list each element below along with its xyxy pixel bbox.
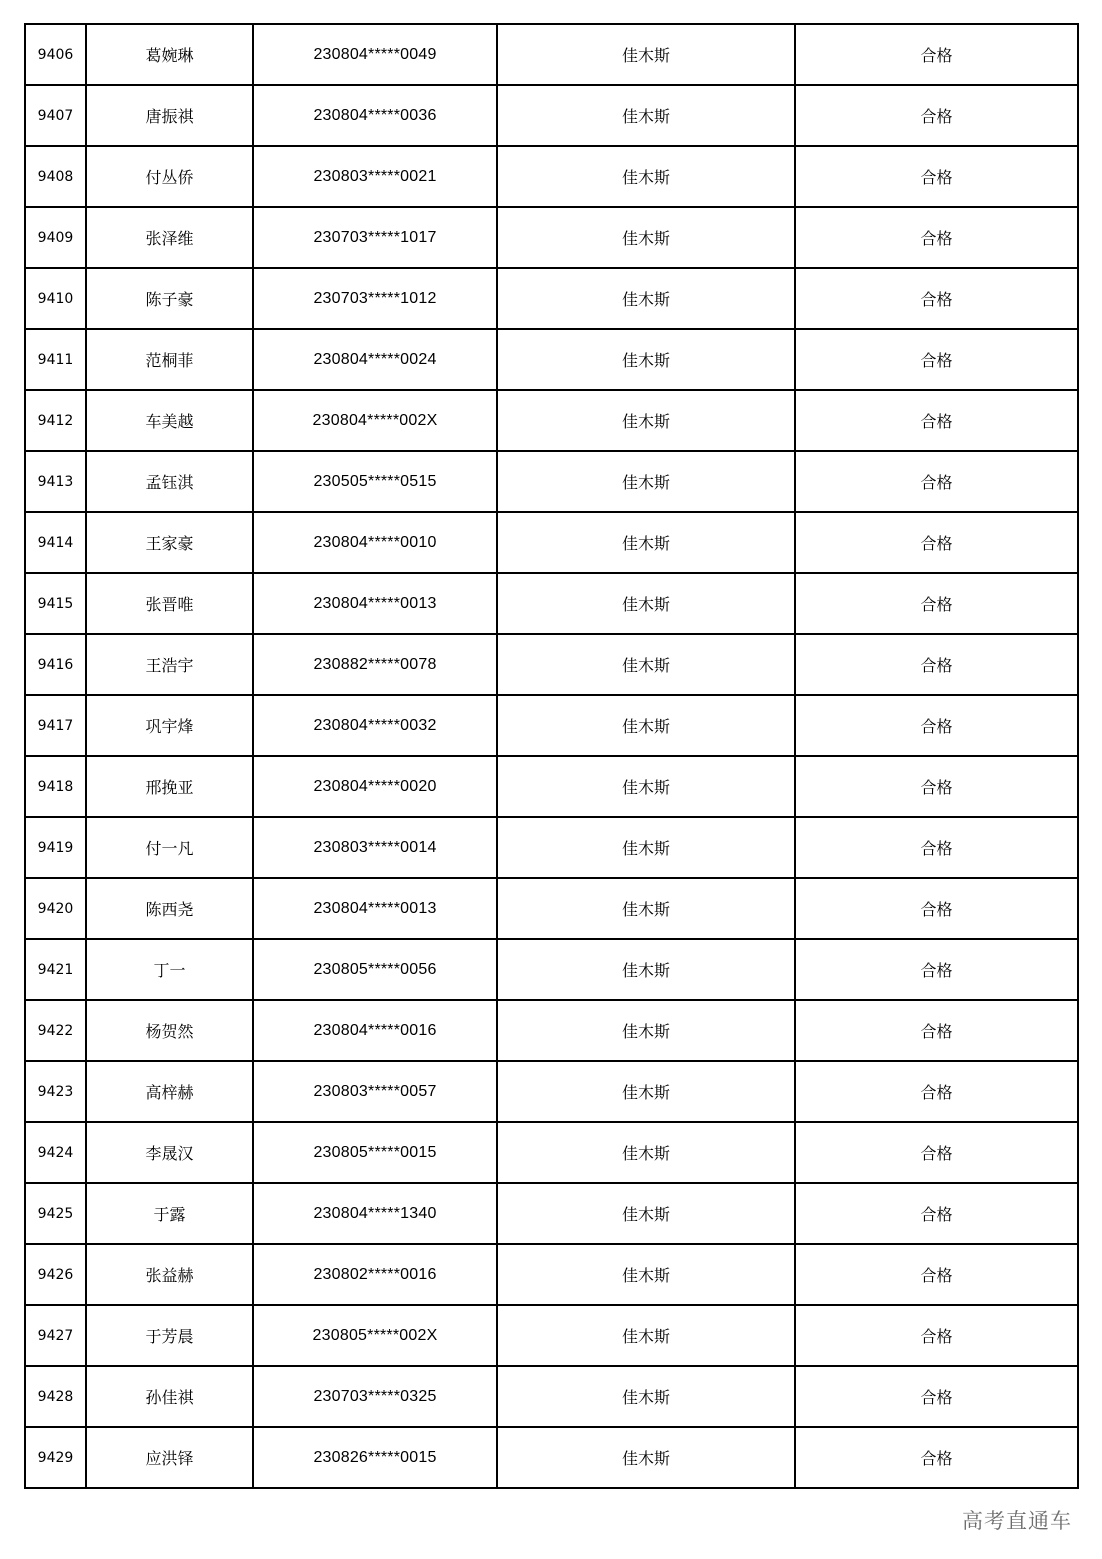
result-cell: 合格: [795, 695, 1078, 756]
record-number-cell: 9413: [25, 451, 86, 512]
id-number-cell: 230505*****0515: [253, 451, 497, 512]
table-row: [25, 634, 1078, 695]
record-number-cell: 9426: [25, 1244, 86, 1305]
name-cell: 丁一: [86, 939, 253, 1000]
table-row: [25, 1244, 1078, 1305]
city-cell: 佳木斯: [497, 756, 795, 817]
result-cell: 合格: [795, 1244, 1078, 1305]
city-cell: 佳木斯: [497, 1183, 795, 1244]
city-cell: 佳木斯: [497, 85, 795, 146]
table-row: [25, 939, 1078, 1000]
id-number-cell: 230804*****0036: [253, 85, 497, 146]
table-row: [25, 1427, 1078, 1488]
id-number-cell: 230804*****0013: [253, 573, 497, 634]
table-row: [25, 390, 1078, 451]
name-cell: 付丛侨: [86, 146, 253, 207]
id-number-cell: 230826*****0015: [253, 1427, 497, 1488]
name-cell: 张晋唯: [86, 573, 253, 634]
table-row: [25, 329, 1078, 390]
table-row: [25, 878, 1078, 939]
id-number-cell: 230804*****0020: [253, 756, 497, 817]
name-cell: 邢挽亚: [86, 756, 253, 817]
record-number-cell: 9406: [25, 24, 86, 85]
city-cell: 佳木斯: [497, 512, 795, 573]
name-cell: 高梓赫: [86, 1061, 253, 1122]
record-number-cell: 9422: [25, 1000, 86, 1061]
result-cell: 合格: [795, 512, 1078, 573]
name-cell: 张益赫: [86, 1244, 253, 1305]
id-number-cell: 230805*****002X: [253, 1305, 497, 1366]
result-cell: 合格: [795, 24, 1078, 85]
record-number-cell: 9408: [25, 146, 86, 207]
record-number-cell: 9407: [25, 85, 86, 146]
result-cell: 合格: [795, 878, 1078, 939]
result-cell: 合格: [795, 451, 1078, 512]
record-number-cell: 9410: [25, 268, 86, 329]
record-number-cell: 9424: [25, 1122, 86, 1183]
city-cell: 佳木斯: [497, 329, 795, 390]
watermark-text: 高考直通车: [960, 1505, 1074, 1535]
table-row: [25, 268, 1078, 329]
city-cell: 佳木斯: [497, 1122, 795, 1183]
results-table-container: [24, 23, 1077, 1489]
id-number-cell: 230805*****0015: [253, 1122, 497, 1183]
city-cell: 佳木斯: [497, 268, 795, 329]
city-cell: 佳木斯: [497, 451, 795, 512]
result-cell: 合格: [795, 817, 1078, 878]
record-number-cell: 9416: [25, 634, 86, 695]
record-number-cell: 9409: [25, 207, 86, 268]
results-table: [24, 23, 1079, 1489]
result-cell: 合格: [795, 1305, 1078, 1366]
result-cell: 合格: [795, 146, 1078, 207]
record-number-cell: 9411: [25, 329, 86, 390]
name-cell: 王家豪: [86, 512, 253, 573]
result-cell: 合格: [795, 268, 1078, 329]
record-number-cell: 9428: [25, 1366, 86, 1427]
result-cell: 合格: [795, 939, 1078, 1000]
id-number-cell: 230703*****0325: [253, 1366, 497, 1427]
city-cell: 佳木斯: [497, 1244, 795, 1305]
city-cell: 佳木斯: [497, 24, 795, 85]
table-row: [25, 817, 1078, 878]
record-number-cell: 9429: [25, 1427, 86, 1488]
table-row: [25, 1183, 1078, 1244]
table-row: [25, 573, 1078, 634]
id-number-cell: 230804*****0024: [253, 329, 497, 390]
table-row: [25, 146, 1078, 207]
name-cell: 巩宇烽: [86, 695, 253, 756]
result-cell: 合格: [795, 390, 1078, 451]
result-cell: 合格: [795, 1427, 1078, 1488]
record-number-cell: 9423: [25, 1061, 86, 1122]
results-table-body: [25, 24, 1078, 1488]
record-number-cell: 9414: [25, 512, 86, 573]
name-cell: 张泽维: [86, 207, 253, 268]
name-cell: 唐振祺: [86, 85, 253, 146]
result-cell: 合格: [795, 634, 1078, 695]
result-cell: 合格: [795, 1122, 1078, 1183]
result-cell: 合格: [795, 1366, 1078, 1427]
city-cell: 佳木斯: [497, 695, 795, 756]
name-cell: 孙佳祺: [86, 1366, 253, 1427]
result-cell: 合格: [795, 207, 1078, 268]
id-number-cell: 230803*****0021: [253, 146, 497, 207]
name-cell: 陈子豪: [86, 268, 253, 329]
record-number-cell: 9417: [25, 695, 86, 756]
id-number-cell: 230703*****1017: [253, 207, 497, 268]
city-cell: 佳木斯: [497, 207, 795, 268]
table-row: [25, 85, 1078, 146]
record-number-cell: 9421: [25, 939, 86, 1000]
record-number-cell: 9425: [25, 1183, 86, 1244]
id-number-cell: 230804*****0016: [253, 1000, 497, 1061]
name-cell: 王浩宇: [86, 634, 253, 695]
id-number-cell: 230804*****0010: [253, 512, 497, 573]
table-row: [25, 1305, 1078, 1366]
table-row: [25, 24, 1078, 85]
name-cell: 应洪铎: [86, 1427, 253, 1488]
result-cell: 合格: [795, 756, 1078, 817]
result-cell: 合格: [795, 573, 1078, 634]
id-number-cell: 230803*****0057: [253, 1061, 497, 1122]
table-row: [25, 512, 1078, 573]
city-cell: 佳木斯: [497, 1427, 795, 1488]
result-cell: 合格: [795, 85, 1078, 146]
name-cell: 范桐菲: [86, 329, 253, 390]
city-cell: 佳木斯: [497, 390, 795, 451]
city-cell: 佳木斯: [497, 817, 795, 878]
name-cell: 于露: [86, 1183, 253, 1244]
city-cell: 佳木斯: [497, 1305, 795, 1366]
result-cell: 合格: [795, 1000, 1078, 1061]
name-cell: 葛婉琳: [86, 24, 253, 85]
name-cell: 孟钰淇: [86, 451, 253, 512]
id-number-cell: 230804*****0013: [253, 878, 497, 939]
id-number-cell: 230804*****002X: [253, 390, 497, 451]
record-number-cell: 9418: [25, 756, 86, 817]
name-cell: 车美越: [86, 390, 253, 451]
city-cell: 佳木斯: [497, 1061, 795, 1122]
table-row: [25, 695, 1078, 756]
record-number-cell: 9419: [25, 817, 86, 878]
name-cell: 李晟汉: [86, 1122, 253, 1183]
id-number-cell: 230882*****0078: [253, 634, 497, 695]
id-number-cell: 230703*****1012: [253, 268, 497, 329]
id-number-cell: 230804*****1340: [253, 1183, 497, 1244]
city-cell: 佳木斯: [497, 878, 795, 939]
table-row: [25, 451, 1078, 512]
record-number-cell: 9427: [25, 1305, 86, 1366]
name-cell: 陈西尧: [86, 878, 253, 939]
city-cell: 佳木斯: [497, 939, 795, 1000]
result-cell: 合格: [795, 1061, 1078, 1122]
record-number-cell: 9412: [25, 390, 86, 451]
city-cell: 佳木斯: [497, 573, 795, 634]
id-number-cell: 230804*****0032: [253, 695, 497, 756]
id-number-cell: 230802*****0016: [253, 1244, 497, 1305]
city-cell: 佳木斯: [497, 634, 795, 695]
table-row: [25, 1000, 1078, 1061]
city-cell: 佳木斯: [497, 1000, 795, 1061]
result-cell: 合格: [795, 1183, 1078, 1244]
table-row: [25, 207, 1078, 268]
id-number-cell: 230804*****0049: [253, 24, 497, 85]
name-cell: 杨贺然: [86, 1000, 253, 1061]
table-row: [25, 756, 1078, 817]
name-cell: 于芳晨: [86, 1305, 253, 1366]
city-cell: 佳木斯: [497, 1366, 795, 1427]
table-row: [25, 1366, 1078, 1427]
record-number-cell: 9420: [25, 878, 86, 939]
name-cell: 付一凡: [86, 817, 253, 878]
id-number-cell: 230803*****0014: [253, 817, 497, 878]
table-row: [25, 1122, 1078, 1183]
id-number-cell: 230805*****0056: [253, 939, 497, 1000]
result-cell: 合格: [795, 329, 1078, 390]
table-row: [25, 1061, 1078, 1122]
city-cell: 佳木斯: [497, 146, 795, 207]
record-number-cell: 9415: [25, 573, 86, 634]
